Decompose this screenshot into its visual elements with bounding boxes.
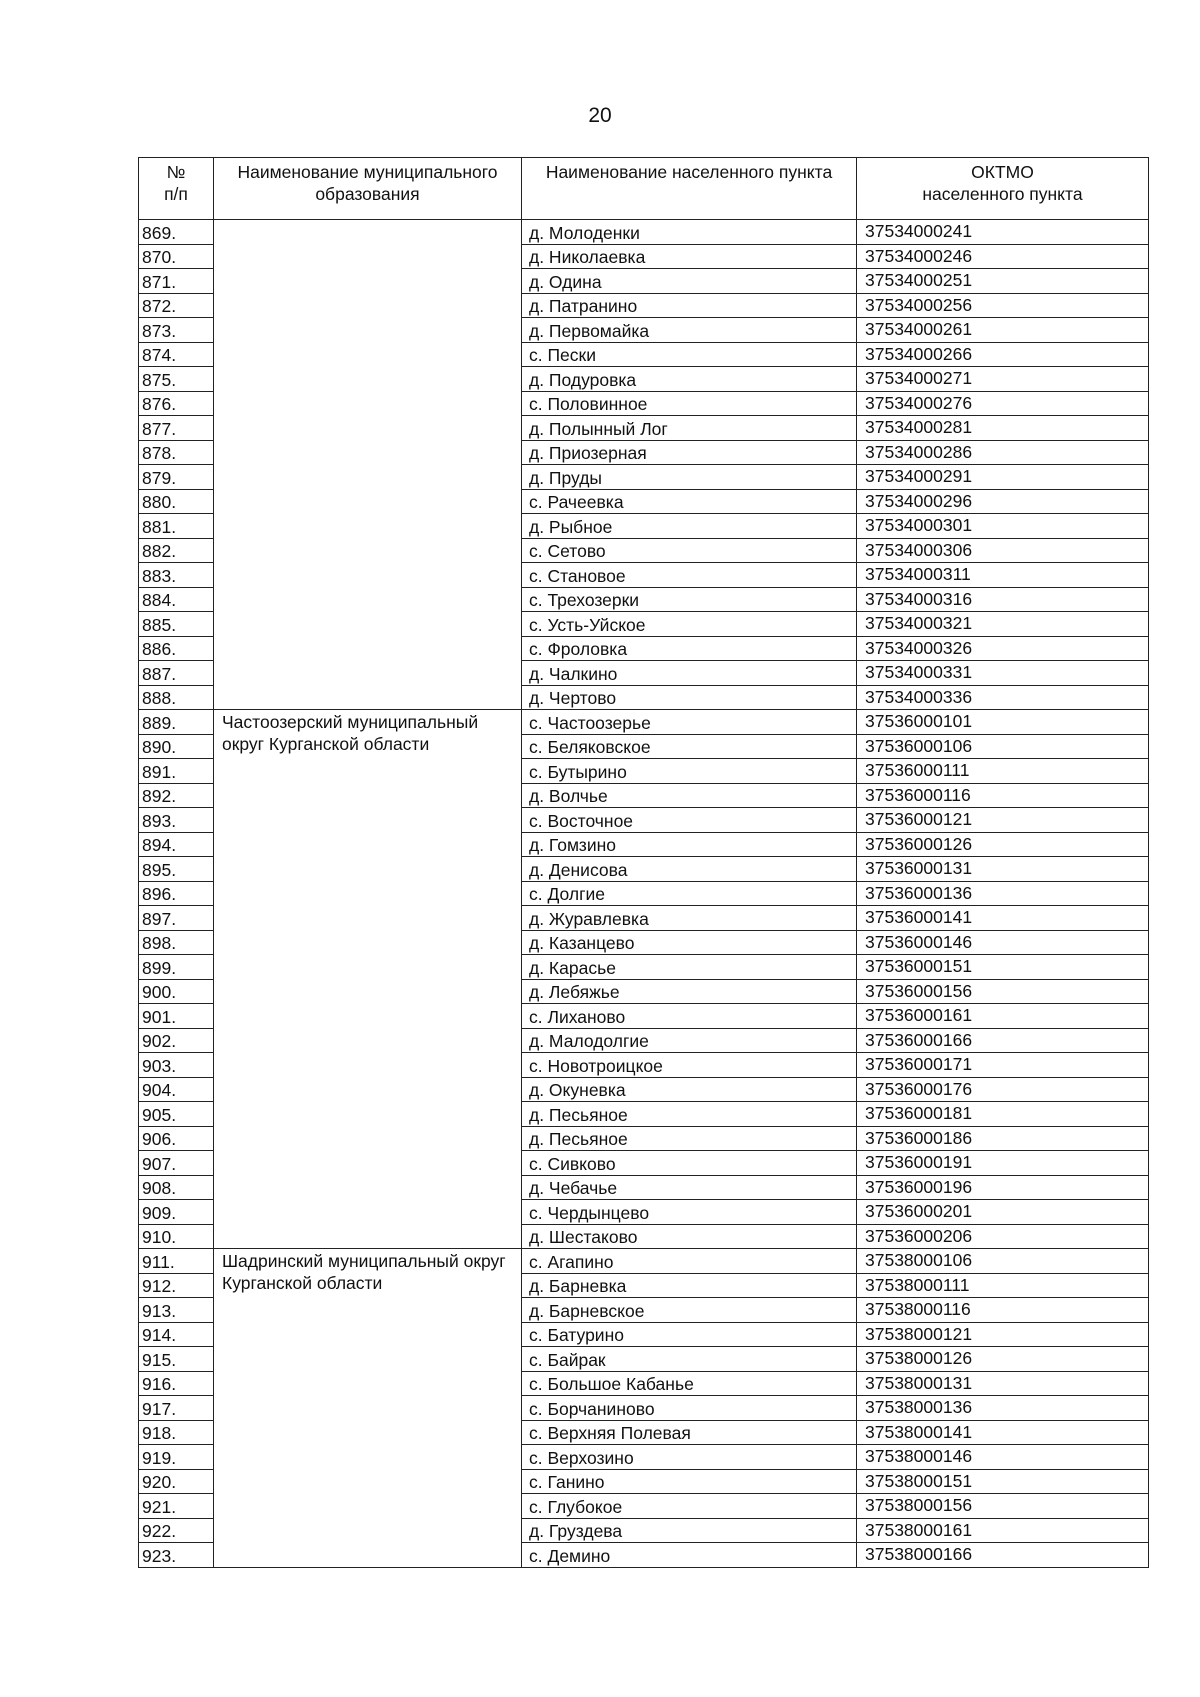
- locality-name: с. Усть-Уйское: [522, 612, 857, 637]
- settlements-table: [138, 157, 1149, 1568]
- locality-name: д. Чалкино: [522, 661, 857, 686]
- oktmo-code: 37538000166: [857, 1543, 1149, 1568]
- oktmo-code: 37534000316: [857, 587, 1149, 612]
- locality-name: с. Батурино: [522, 1322, 857, 1347]
- locality-name: д. Шестаково: [522, 1224, 857, 1249]
- row-number: 914.: [139, 1322, 214, 1347]
- oktmo-code: 37536000161: [857, 1004, 1149, 1029]
- oktmo-code: 37534000241: [857, 220, 1149, 245]
- locality-name: д. Николаевка: [522, 244, 857, 269]
- locality-name: с. Агапино: [522, 1249, 857, 1274]
- locality-name: с. Верхняя Полевая: [522, 1420, 857, 1445]
- locality-name: д. Патранино: [522, 293, 857, 318]
- row-number: 910.: [139, 1224, 214, 1249]
- oktmo-code: 37536000176: [857, 1077, 1149, 1102]
- oktmo-code: 37534000261: [857, 318, 1149, 343]
- oktmo-code: 37536000151: [857, 955, 1149, 980]
- row-number: 889.: [139, 710, 214, 735]
- locality-name: с. Долгие: [522, 881, 857, 906]
- locality-name: с. Пески: [522, 342, 857, 367]
- row-number: 903.: [139, 1053, 214, 1078]
- locality-name: с. Трехозерки: [522, 587, 857, 612]
- row-number: 898.: [139, 930, 214, 955]
- row-number: 875.: [139, 367, 214, 392]
- locality-name: с. Глубокое: [522, 1494, 857, 1519]
- row-number: 882.: [139, 538, 214, 563]
- row-number: 877.: [139, 416, 214, 441]
- oktmo-code: 37534000311: [857, 563, 1149, 588]
- oktmo-code: 37536000166: [857, 1028, 1149, 1053]
- locality-name: д. Казанцево: [522, 930, 857, 955]
- locality-name: д. Чертово: [522, 685, 857, 710]
- oktmo-code: 37536000146: [857, 930, 1149, 955]
- locality-name: д. Подуровка: [522, 367, 857, 392]
- locality-name: д. Денисова: [522, 857, 857, 882]
- row-number: 906.: [139, 1126, 214, 1151]
- oktmo-code: 37536000191: [857, 1151, 1149, 1176]
- oktmo-code: 37536000206: [857, 1224, 1149, 1249]
- row-number: 900.: [139, 979, 214, 1004]
- oktmo-code: 37536000111: [857, 759, 1149, 784]
- oktmo-code: 37538000136: [857, 1396, 1149, 1421]
- row-number: 876.: [139, 391, 214, 416]
- header-locality-label: Наименование населенного пункта: [545, 162, 833, 182]
- oktmo-code: 37534000331: [857, 661, 1149, 686]
- row-number: 897.: [139, 906, 214, 931]
- locality-name: д. Окуневка: [522, 1077, 857, 1102]
- locality-name: д. Первомайка: [522, 318, 857, 343]
- locality-name: д. Приозерная: [522, 440, 857, 465]
- oktmo-code: 37534000326: [857, 636, 1149, 661]
- row-number: 885.: [139, 612, 214, 637]
- header-locality: [522, 158, 857, 220]
- row-number: 893.: [139, 808, 214, 833]
- page-number: 20: [588, 104, 612, 127]
- header-oktmo: [857, 158, 1149, 220]
- row-number: 887.: [139, 661, 214, 686]
- row-number: 921.: [139, 1494, 214, 1519]
- oktmo-code: 37534000306: [857, 538, 1149, 563]
- oktmo-code: 37536000171: [857, 1053, 1149, 1078]
- row-number: 892.: [139, 783, 214, 808]
- header-number-abbr: п/п: [164, 184, 188, 204]
- row-number: 923.: [139, 1543, 214, 1568]
- row-number: 888.: [139, 685, 214, 710]
- oktmo-code: 37536000131: [857, 857, 1149, 882]
- oktmo-code: 37538000111: [857, 1273, 1149, 1298]
- oktmo-code: 37536000116: [857, 783, 1149, 808]
- oktmo-code: 37534000321: [857, 612, 1149, 637]
- municipality-name: Шадринский муниципальный округ Курганской области: [214, 1249, 522, 1568]
- oktmo-code: 37538000151: [857, 1469, 1149, 1494]
- locality-name: с. Большое Кабанье: [522, 1371, 857, 1396]
- oktmo-code: 37536000186: [857, 1126, 1149, 1151]
- locality-name: д. Молоденки: [522, 220, 857, 245]
- row-number: 872.: [139, 293, 214, 318]
- locality-name: с. Бутырино: [522, 759, 857, 784]
- oktmo-code: 37538000126: [857, 1347, 1149, 1372]
- oktmo-code: 37538000121: [857, 1322, 1149, 1347]
- locality-name: д. Груздева: [522, 1518, 857, 1543]
- header-oktmo-line2: населенного пункта: [922, 184, 1083, 204]
- oktmo-code: 37534000286: [857, 440, 1149, 465]
- row-number: 902.: [139, 1028, 214, 1053]
- oktmo-code: 37536000141: [857, 906, 1149, 931]
- locality-name: д. Малодолгие: [522, 1028, 857, 1053]
- row-number: 880.: [139, 489, 214, 514]
- row-number: 905.: [139, 1102, 214, 1127]
- locality-name: с. Лиханово: [522, 1004, 857, 1029]
- oktmo-code: 37534000336: [857, 685, 1149, 710]
- row-number: 913.: [139, 1298, 214, 1323]
- oktmo-code: 37536000156: [857, 979, 1149, 1004]
- oktmo-code: 37538000116: [857, 1298, 1149, 1323]
- oktmo-code: 37534000271: [857, 367, 1149, 392]
- row-number: 901.: [139, 1004, 214, 1029]
- municipality-name: Частоозерский муниципальный округ Курганской области: [214, 710, 522, 1249]
- locality-name: с. Новотроицкое: [522, 1053, 857, 1078]
- row-number: 883.: [139, 563, 214, 588]
- oktmo-code: 37536000121: [857, 808, 1149, 833]
- oktmo-code: 37534000266: [857, 342, 1149, 367]
- row-number: 891.: [139, 759, 214, 784]
- locality-name: с. Борчаниново: [522, 1396, 857, 1421]
- oktmo-code: 37538000141: [857, 1420, 1149, 1445]
- oktmo-code: 37534000251: [857, 269, 1149, 294]
- row-number: 912.: [139, 1273, 214, 1298]
- locality-name: д. Полынный Лог: [522, 416, 857, 441]
- locality-name: с. Демино: [522, 1543, 857, 1568]
- row-number: 909.: [139, 1200, 214, 1225]
- row-number: 899.: [139, 955, 214, 980]
- header-municipality-line1: Наименование муниципального: [237, 162, 498, 182]
- locality-name: с. Верхозино: [522, 1445, 857, 1470]
- row-number: 915.: [139, 1347, 214, 1372]
- table-row: [139, 710, 1149, 735]
- oktmo-code: 37534000281: [857, 416, 1149, 441]
- table-row: [139, 1249, 1149, 1274]
- oktmo-code: 37536000101: [857, 710, 1149, 735]
- row-number: 869.: [139, 220, 214, 245]
- row-number: 884.: [139, 587, 214, 612]
- row-number: 904.: [139, 1077, 214, 1102]
- oktmo-code: 37536000201: [857, 1200, 1149, 1225]
- locality-name: с. Байрак: [522, 1347, 857, 1372]
- row-number: 873.: [139, 318, 214, 343]
- oktmo-code: 37538000146: [857, 1445, 1149, 1470]
- row-number: 894.: [139, 832, 214, 857]
- row-number: 879.: [139, 465, 214, 490]
- locality-name: д. Карасье: [522, 955, 857, 980]
- row-number: 886.: [139, 636, 214, 661]
- locality-name: д. Барневское: [522, 1298, 857, 1323]
- locality-name: д. Журавлевка: [522, 906, 857, 931]
- header-municipality: [214, 158, 522, 220]
- oktmo-code: 37536000126: [857, 832, 1149, 857]
- row-number: 908.: [139, 1175, 214, 1200]
- header-number: [139, 158, 214, 220]
- row-number: 871.: [139, 269, 214, 294]
- locality-name: д. Одина: [522, 269, 857, 294]
- oktmo-code: 37536000196: [857, 1175, 1149, 1200]
- oktmo-code: 37538000161: [857, 1518, 1149, 1543]
- table-row: [139, 220, 1149, 245]
- header-oktmo-line1: ОКТМО: [971, 162, 1034, 182]
- locality-name: д. Пруды: [522, 465, 857, 490]
- oktmo-code: 37534000256: [857, 293, 1149, 318]
- municipality-name: [214, 220, 522, 710]
- locality-name: с. Фроловка: [522, 636, 857, 661]
- oktmo-code: 37536000136: [857, 881, 1149, 906]
- header-number-symbol: №: [166, 162, 186, 182]
- locality-name: с. Половинное: [522, 391, 857, 416]
- table-header-row: [139, 158, 1149, 220]
- row-number: 874.: [139, 342, 214, 367]
- row-number: 890.: [139, 734, 214, 759]
- oktmo-code: 37534000276: [857, 391, 1149, 416]
- row-number: 919.: [139, 1445, 214, 1470]
- header-municipality-line2: образования: [315, 184, 420, 204]
- locality-name: д. Волчье: [522, 783, 857, 808]
- row-number: 878.: [139, 440, 214, 465]
- row-number: 870.: [139, 244, 214, 269]
- table-body: [139, 220, 1149, 1568]
- locality-name: с. Ганино: [522, 1469, 857, 1494]
- locality-name: д. Рыбное: [522, 514, 857, 539]
- row-number: 918.: [139, 1420, 214, 1445]
- locality-name: д. Чебачье: [522, 1175, 857, 1200]
- row-number: 911.: [139, 1249, 214, 1274]
- oktmo-code: 37538000106: [857, 1249, 1149, 1274]
- locality-name: с. Частоозерье: [522, 710, 857, 735]
- oktmo-code: 37534000246: [857, 244, 1149, 269]
- row-number: 896.: [139, 881, 214, 906]
- oktmo-code: 37538000131: [857, 1371, 1149, 1396]
- oktmo-code: 37538000156: [857, 1494, 1149, 1519]
- row-number: 881.: [139, 514, 214, 539]
- row-number: 916.: [139, 1371, 214, 1396]
- locality-name: с. Чердынцево: [522, 1200, 857, 1225]
- locality-name: с. Беляковское: [522, 734, 857, 759]
- oktmo-code: 37534000301: [857, 514, 1149, 539]
- locality-name: д. Гомзино: [522, 832, 857, 857]
- oktmo-code: 37536000181: [857, 1102, 1149, 1127]
- row-number: 895.: [139, 857, 214, 882]
- oktmo-code: 37534000296: [857, 489, 1149, 514]
- locality-name: с. Сетово: [522, 538, 857, 563]
- row-number: 917.: [139, 1396, 214, 1421]
- row-number: 922.: [139, 1518, 214, 1543]
- locality-name: д. Барневка: [522, 1273, 857, 1298]
- oktmo-code: 37534000291: [857, 465, 1149, 490]
- locality-name: д. Лебяжье: [522, 979, 857, 1004]
- oktmo-code: 37536000106: [857, 734, 1149, 759]
- locality-name: д. Песьяное: [522, 1126, 857, 1151]
- locality-name: д. Песьяное: [522, 1102, 857, 1127]
- locality-name: с. Сивково: [522, 1151, 857, 1176]
- locality-name: с. Восточное: [522, 808, 857, 833]
- locality-name: с. Рачеевка: [522, 489, 857, 514]
- row-number: 920.: [139, 1469, 214, 1494]
- locality-name: с. Становое: [522, 563, 857, 588]
- row-number: 907.: [139, 1151, 214, 1176]
